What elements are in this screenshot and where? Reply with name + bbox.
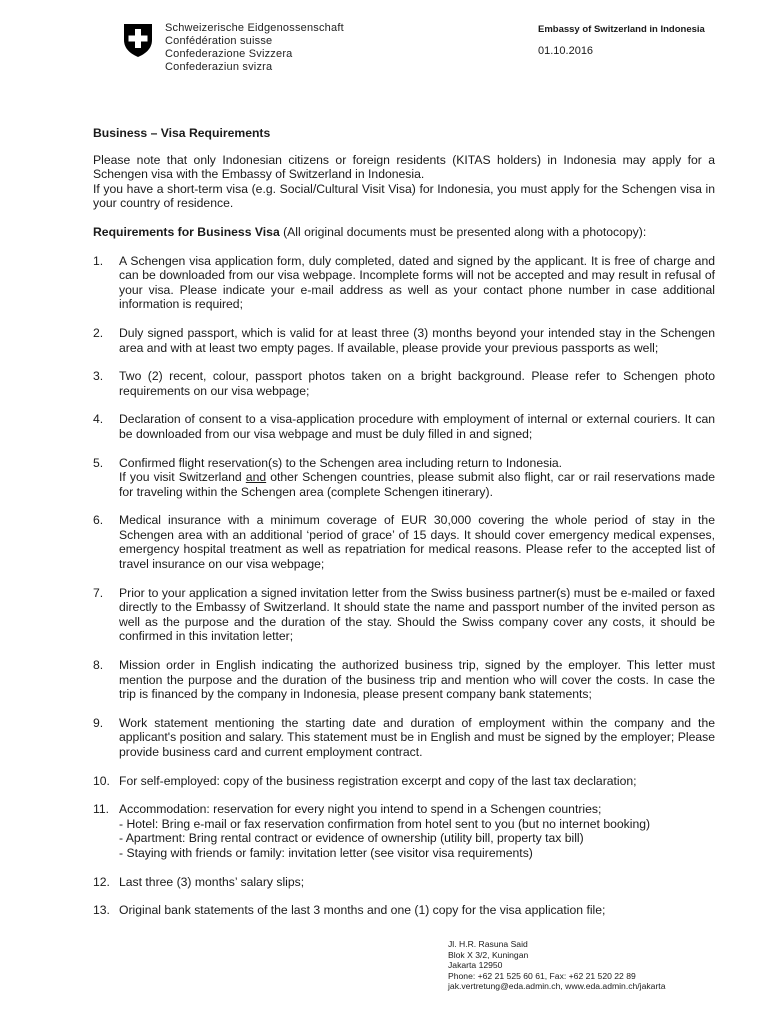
requirements-heading-bold: Requirements for Business Visa (93, 224, 280, 239)
federation-name-de: Schweizerische Eidgenossenschaft (165, 22, 344, 34)
requirement-text: Duly signed passport, which is valid for at least three (3) months beyond your intended stay in the Schengen area and with at least two empty pages. If available, please provide your previous passports as well; (119, 325, 715, 355)
requirement-text: Two (2) recent, colour, passport photos taken on a bright background. Please refer to Schengen photo requirements on our visa webpage; (119, 369, 715, 398)
requirement-item (93, 774, 715, 789)
requirement-text: A Schengen visa application form, duly completed, dated and signed by the applicant. It is free of charge and can be downloaded from our visa webpage. Incomplete forms will not be accepted and may result in refusal of your visa. Please indicate your e-mail address as well as your contact phone number in case additional information is required; (119, 253, 715, 312)
requirement-text: Confirmed flight reservation(s) to the Schengen area including return to Indonesia. (119, 455, 563, 470)
federation-names (165, 22, 344, 74)
footer-phone-fax: Phone: +62 21 525 60 61, Fax: +62 21 520 22 89 (448, 970, 636, 981)
requirement-number: 4. (93, 412, 104, 427)
requirement-text: Declaration of consent to a visa-application procedure with employment of internal or external couriers. It can be downloaded from our visa webpage and must be duly filled in and signed; (119, 412, 715, 441)
requirement-text: Last three (3) months’ salary slips; (119, 874, 305, 889)
requirement-subitem-apartment: - Apartment: Bring rental contract or evidence of ownership (utility bill, property tax bill) (119, 831, 584, 846)
intro-paragraph (93, 153, 715, 211)
requirement-item (93, 802, 715, 860)
requirement-text: Medical insurance with a minimum coverage of EUR 30,000 covering the whole period of stay in the Schengen area with an additional ‘period of grace’ of 15 days. It should cover emergency medical expenses, emergency hospital treatment as well as repatriation for medical reasons. Please refer to the accepted list of travel insurance on our visa webpage; (119, 513, 715, 572)
requirement-text: Original bank statements of the last 3 months and one (1) copy for the visa application file; (119, 903, 606, 918)
federation-name-rm: Confederaziun svizra (165, 61, 273, 73)
footer-city: Jakarta 12950 (448, 960, 503, 971)
requirement-item (93, 716, 715, 760)
requirement-item (93, 369, 715, 398)
requirement-item (93, 875, 715, 890)
requirement-item (93, 412, 715, 441)
requirement-number: 7. (93, 585, 104, 600)
requirements-heading-rest: (All original documents must be presented along with a photocopy): (279, 224, 647, 239)
footer-block: Blok X 3/2, Kuningan (448, 949, 529, 960)
federation-name-it: Confederazione Svizzera (165, 48, 293, 60)
requirement-item (93, 254, 715, 312)
requirement-item (93, 456, 715, 500)
requirement-number: 11. (93, 802, 110, 817)
page-title: Business – Visa Requirements (93, 126, 271, 140)
federation-name-fr: Confédération suisse (165, 35, 273, 47)
requirement-number: 1. (93, 253, 104, 268)
requirement-subitem-hotel: - Hotel: Bring e-mail or fax reservation confirmation from hotel sent to you (but no internet booking) (119, 816, 651, 831)
footer-street: Jl. H.R. Rasuna Said (448, 939, 528, 949)
embassy-name: Embassy of Switzerland in Indonesia (538, 24, 705, 35)
requirement-item (93, 586, 715, 644)
requirement-number: 9. (93, 715, 104, 730)
requirement-number: 13. (93, 903, 110, 918)
requirement-item (93, 513, 715, 571)
requirement-subitem-friends: - Staying with friends or family: invitation letter (see visitor visa requirements) (119, 845, 533, 860)
requirements-list (93, 254, 715, 918)
footer-email-web: jak.vertretung@eda.admin.ch, www.eda.admin.ch/jakarta (448, 981, 666, 992)
requirement-text: Accommodation: reservation for every night you intend to spend in a Schengen countries; (119, 802, 602, 817)
requirement-number: 6. (93, 513, 104, 528)
requirement-item (93, 326, 715, 355)
document-date: 01.10.2016 (538, 45, 594, 57)
requirement-number: 10. (93, 773, 110, 788)
requirements-heading (93, 225, 715, 240)
requirement-number: 8. (93, 658, 104, 673)
requirement-number: 2. (93, 325, 104, 340)
requirement-text-part: If you visit Switzerland (119, 470, 246, 485)
swiss-cross-shield-icon (122, 22, 154, 58)
requirement-item (93, 658, 715, 702)
requirement-number: 3. (93, 369, 104, 384)
requirement-number: 5. (93, 455, 104, 470)
requirement-text-note (119, 470, 715, 499)
requirement-text-part: other Schengen countries, please submit also flight, car or rail reservations made for traveling within the Schengen area (complete Schengen itinerary). (119, 470, 715, 499)
document-body (93, 126, 715, 932)
requirement-text-underlined: and (245, 470, 267, 485)
intro-line-residence: If you have a short-term visa (e.g. Social/Cultural Visit Visa) for Indonesia, you must apply for the Schengen visa in your country of residence. (93, 181, 715, 211)
embassy-address-footer (448, 939, 665, 992)
requirement-text: Mission order in English indicating the authorized business trip, signed by the employer. This letter must mention the purpose and the duration of the business trip and mention who will cover the costs. In case the trip is financed by the company in Indonesia, please present company bank statements; (119, 658, 715, 702)
requirement-item (93, 903, 715, 918)
requirement-text: Work statement mentioning the starting date and duration of employment within the company and the applicant's position and salary. This statement must be in English and must be signed by the employer; Please provide business card and current employment contract. (119, 715, 715, 759)
requirement-text: For self-employed: copy of the business registration excerpt and copy of the last tax declaration; (119, 773, 637, 788)
intro-line-eligibility: Please note that only Indonesian citizens or foreign residents (KITAS holders) in Indonesia may apply for a Schengen visa with the Embassy of Switzerland in Indonesia. (93, 152, 715, 182)
requirement-text: Prior to your application a signed invitation letter from the Swiss business partner(s) must be e-mailed or faxed directly to the Embassy of Switzerland. It should state the name and passport number of the invited person as well as the purpose and the duration of the stay. Should the Swiss company cover any costs, it should be confirmed in this invitation letter; (119, 585, 715, 644)
requirement-number: 12. (93, 874, 110, 889)
